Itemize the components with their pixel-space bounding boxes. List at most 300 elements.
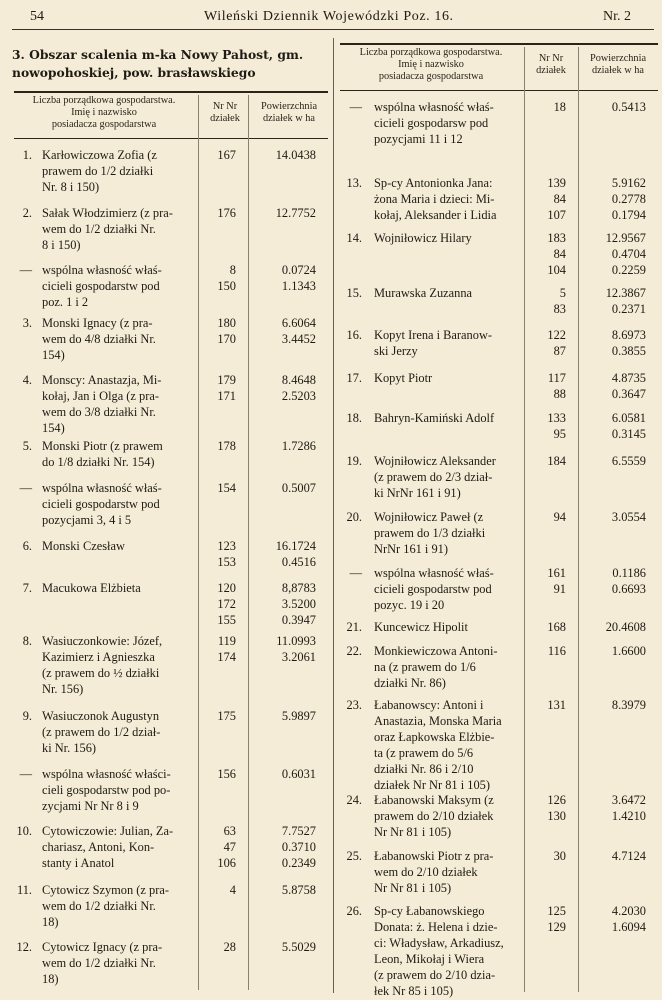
- parcel-numbers: [528, 697, 566, 713]
- parcel-number: 161: [547, 566, 566, 580]
- owner-name: [374, 697, 524, 793]
- parcel-number: 183: [547, 231, 566, 245]
- parcel-number: 180: [217, 316, 236, 330]
- owner-name-line: działek Nr Nr 81 i 105): [374, 778, 490, 792]
- parcel-numbers: [528, 285, 566, 317]
- parcel-number: 123: [217, 539, 236, 553]
- owner-name-line: zycjami Nr Nr 8 i 9: [42, 799, 139, 813]
- owner-name-line: ta (z prawem do 5/6: [374, 746, 474, 760]
- parcel-areas: [252, 438, 316, 454]
- parcel-area: 1.6094: [611, 920, 646, 934]
- parcel-number: 30: [553, 849, 566, 863]
- owner-name-line: Nr Nr 81 i 105): [374, 881, 452, 895]
- parcel-areas: [580, 565, 646, 597]
- parcel-area: 6.0581: [611, 411, 646, 425]
- parcel-numbers: [528, 643, 566, 659]
- parcel-area: 12.9567: [605, 231, 646, 245]
- row-number: 17.: [346, 371, 362, 385]
- header-rule: [12, 29, 654, 30]
- owner-name-line: 8 i 150): [42, 238, 81, 252]
- row-number: 21.: [346, 620, 362, 634]
- parcel-numbers: [528, 99, 566, 115]
- owner-name-line: Nr. 8 i 150): [42, 180, 100, 194]
- row-number: 16.: [346, 328, 362, 342]
- parcel-area: 0.5007: [281, 481, 316, 495]
- row-number: 14.: [346, 231, 362, 245]
- parcel-number: 4: [229, 883, 236, 897]
- parcel-area: 20.4608: [605, 620, 646, 634]
- row-number: 3.: [22, 316, 32, 330]
- parcel-areas: [252, 315, 316, 347]
- owner-name: [42, 438, 194, 470]
- owner-name-line: Kazimierz i Agnieszka: [42, 650, 155, 664]
- parcel-areas: [252, 939, 316, 955]
- header-owner-line: Imię i nazwisko: [71, 107, 137, 118]
- owner-name-line: (z prawem do 2/10 dzia-: [374, 968, 496, 982]
- section-title-line-2: nowopohoskiej, pow. brasławskiego: [12, 65, 256, 80]
- parcel-area: 0.6693: [611, 582, 646, 596]
- parcel-number: 126: [547, 793, 566, 807]
- row-number: 1.: [22, 148, 32, 162]
- row-number: —: [19, 767, 32, 781]
- parcel-numbers: [528, 370, 566, 402]
- parcel-numbers: [528, 410, 566, 442]
- row-number: 22.: [346, 644, 362, 658]
- parcel-areas: [252, 882, 316, 898]
- owner-name-line: wspólna własność właś-: [374, 566, 494, 580]
- parcel-numbers: [528, 509, 566, 525]
- parcel-area: 1.1343: [281, 279, 316, 293]
- owner-name-line: Bahryn-Kamiński Adolf: [374, 411, 495, 425]
- left-table-top-rule: [14, 91, 328, 93]
- parcel-area: 8.3979: [611, 698, 646, 712]
- parcel-numbers: [198, 766, 236, 782]
- row-number: 23.: [346, 698, 362, 712]
- parcel-areas: [580, 285, 646, 317]
- owner-name-line: łek Nr 85 i 105): [374, 984, 454, 998]
- owner-name-line: ci: Władysław, Arkadiusz,: [374, 936, 504, 950]
- parcel-areas: [252, 372, 316, 404]
- parcel-area: 0.0724: [281, 263, 316, 277]
- owner-name-line: Macukowa Elżbieta: [42, 581, 141, 595]
- owner-name-line: Leon, Mikołaj i Wiera: [374, 952, 485, 966]
- parcel-numbers: [528, 175, 566, 223]
- parcel-area: 5.5029: [281, 940, 316, 954]
- parcel-area: 0.2349: [281, 856, 316, 870]
- parcel-area: 8.6973: [611, 328, 646, 342]
- owner-name: [374, 565, 524, 613]
- parcel-area: 3.4452: [281, 332, 316, 346]
- parcel-number: 153: [217, 555, 236, 569]
- parcel-areas: [252, 823, 316, 871]
- parcel-area: 3.0554: [611, 510, 646, 524]
- parcel-areas: [580, 697, 646, 713]
- owner-name-line: Monski Ignacy (z pra-: [42, 316, 153, 330]
- parcel-number: 106: [217, 856, 236, 870]
- owner-name: [42, 372, 194, 436]
- row-number: 18.: [346, 411, 362, 425]
- parcel-number: 95: [553, 427, 566, 441]
- parcel-number: 125: [547, 904, 566, 918]
- parcel-number: 120: [217, 581, 236, 595]
- row-number: 5.: [22, 439, 32, 453]
- header-area-line: Powierzchnia: [260, 101, 318, 112]
- issue-number: Nr. 2: [603, 9, 631, 24]
- parcel-number: 178: [217, 439, 236, 453]
- parcel-areas: [580, 99, 646, 115]
- owner-name-line: wspólna własność właś-: [42, 263, 162, 277]
- owner-name-line: wem do 4/8 działki Nr.: [42, 332, 156, 346]
- header-owner: [14, 95, 194, 131]
- owner-name-line: Nr Nr 81 i 105): [374, 825, 452, 839]
- owner-name-line: ki NrNr 161 i 91): [374, 486, 461, 500]
- owner-name-line: cicieli gospodarstw pod: [42, 279, 160, 293]
- header-area: [250, 101, 328, 125]
- parcel-area: 0.3947: [281, 613, 316, 627]
- parcel-number: 174: [217, 650, 236, 664]
- header-area-line: działek w ha: [262, 113, 316, 124]
- row-number: 26.: [346, 904, 362, 918]
- owner-name-line: Kopyt Irena i Baranow-: [374, 328, 493, 342]
- parcel-number: 91: [553, 582, 566, 596]
- owner-name: [374, 230, 524, 246]
- parcel-area: 0.3710: [281, 840, 316, 854]
- header-owner-line: Liczba porządkowa gospodarstwa.: [359, 47, 503, 58]
- parcel-area: 0.1794: [611, 208, 646, 222]
- parcel-number: 18: [553, 100, 566, 114]
- owner-name: [374, 175, 524, 223]
- parcel-area: 5.9162: [611, 176, 646, 190]
- header-parcels-line: działek: [210, 113, 240, 124]
- parcel-areas: [580, 370, 646, 402]
- owner-name: [374, 453, 524, 501]
- owner-name: [374, 643, 524, 691]
- row-number: 12.: [16, 940, 32, 954]
- parcel-number: 179: [217, 373, 236, 387]
- parcel-number: 5: [559, 286, 566, 300]
- owner-name: [42, 262, 194, 310]
- parcel-area: 0.2371: [611, 302, 646, 316]
- owner-name-line: cicieli gospodarstw pod: [374, 582, 492, 596]
- owner-name-line: (z prawem do 2/3 dział-: [374, 470, 493, 484]
- parcel-areas: [252, 262, 316, 294]
- row-number: 24.: [346, 793, 362, 807]
- parcel-number: 104: [547, 263, 566, 277]
- parcel-numbers: [528, 792, 566, 824]
- owner-name-line: Anastazia, Monska Maria: [374, 714, 502, 728]
- owner-name: [374, 99, 524, 147]
- owner-name-line: Łabanowski Maksym (z: [374, 793, 494, 807]
- parcel-area: 0.2778: [611, 192, 646, 206]
- row-number: 6.: [22, 539, 32, 553]
- right-table-header: [340, 47, 658, 89]
- owner-name-line: działki Nr. 86 i 2/10: [374, 762, 474, 776]
- parcel-area: 3.5200: [281, 597, 316, 611]
- header-parcels: [524, 53, 578, 77]
- owner-name-line: Murawska Zuzanna: [374, 286, 473, 300]
- owner-name-line: NrNr 161 i 91): [374, 542, 448, 556]
- parcel-area: 4.8735: [611, 371, 646, 385]
- parcel-area: 0.6031: [281, 767, 316, 781]
- owner-name-line: wspólna własność właści-: [42, 767, 171, 781]
- owner-name: [42, 708, 194, 756]
- owner-name-line: Nr. 156): [42, 682, 84, 696]
- owner-name-line: wem do 1/2 działki Nr.: [42, 222, 156, 236]
- parcel-areas: [580, 175, 646, 223]
- parcel-areas: [252, 205, 316, 221]
- parcel-number: 155: [217, 613, 236, 627]
- row-number: 4.: [22, 373, 32, 387]
- parcel-area: 2.5203: [281, 389, 316, 403]
- owner-name-line: 18): [42, 915, 59, 929]
- parcel-number: 83: [553, 302, 566, 316]
- owner-name: [42, 633, 194, 697]
- parcel-number: 139: [547, 176, 566, 190]
- parcel-area: 1.7286: [281, 439, 316, 453]
- owner-name-line: cicieli gospodarstw pod: [42, 497, 160, 511]
- owner-name-line: pozycjami 11 i 12: [374, 132, 463, 146]
- parcel-number: 88: [553, 387, 566, 401]
- owner-name-line: prawem do 1/3 działki: [374, 526, 486, 540]
- owner-name-line: do 1/8 działki Nr. 154): [42, 455, 155, 469]
- parcel-numbers: [198, 823, 236, 871]
- parcel-area: 12.7752: [275, 206, 316, 220]
- parcel-numbers: [198, 315, 236, 347]
- row-number: 2.: [22, 206, 32, 220]
- owner-name: [42, 205, 194, 253]
- parcel-area: 14.0438: [275, 148, 316, 162]
- owner-name-line: Monkiewiczowa Antoni-: [374, 644, 498, 658]
- header-parcels: [200, 101, 250, 125]
- owner-name-line: stanty i Anatol: [42, 856, 115, 870]
- parcel-numbers: [528, 453, 566, 469]
- parcel-number: 94: [553, 510, 566, 524]
- parcel-number: 8: [229, 263, 236, 277]
- parcel-area: 3.6472: [611, 793, 646, 807]
- row-number: 7.: [22, 581, 32, 595]
- journal-title: Wileński Dziennik Wojewódzki Poz. 16.: [204, 9, 454, 24]
- row-number: 11.: [16, 883, 32, 897]
- owner-name-line: 154): [42, 348, 65, 362]
- header-parcels-line: Nr Nr: [212, 101, 238, 112]
- parcel-number: 107: [547, 208, 566, 222]
- header-parcels-line: działek: [536, 65, 566, 76]
- column-separator: [333, 38, 334, 993]
- owner-name-line: Kopyt Piotr: [374, 371, 433, 385]
- owner-name: [374, 327, 524, 359]
- header-owner: [340, 47, 522, 83]
- owner-name-line: Cytowicz Szymon (z pra-: [42, 883, 169, 897]
- row-number: 10.: [16, 824, 32, 838]
- right-table-top-rule: [340, 43, 658, 45]
- parcel-number: 119: [217, 634, 236, 648]
- header-owner-line: Imię i nazwisko: [398, 59, 464, 70]
- owner-name-line: ki Nr. 156): [42, 741, 97, 755]
- parcel-area: 0.4704: [611, 247, 646, 261]
- parcel-areas: [252, 708, 316, 724]
- parcel-area: 1.4210: [611, 809, 646, 823]
- section-title: [12, 46, 328, 82]
- parcel-numbers: [198, 480, 236, 496]
- parcel-number: 117: [547, 371, 566, 385]
- owner-name-line: na (z prawem do 1/6: [374, 660, 476, 674]
- parcel-area: 0.3647: [611, 387, 646, 401]
- owner-name-line: Sałak Włodzimierz (z pra-: [42, 206, 173, 220]
- header-area-line: Powierzchnia: [589, 53, 647, 64]
- parcel-areas: [580, 327, 646, 359]
- parcel-number: 84: [553, 247, 566, 261]
- parcel-number: 84: [553, 192, 566, 206]
- parcel-areas: [252, 147, 316, 163]
- parcel-numbers: [528, 327, 566, 359]
- right-col-line-1: [524, 47, 525, 992]
- parcel-area: 11.0993: [276, 634, 316, 648]
- row-number: —: [349, 100, 362, 114]
- header-area: [578, 53, 658, 77]
- parcel-area: 8.4648: [281, 373, 316, 387]
- parcel-number: 170: [217, 332, 236, 346]
- parcel-number: 156: [217, 767, 236, 781]
- parcel-number: 122: [547, 328, 566, 342]
- parcel-areas: [580, 792, 646, 824]
- owner-name-line: chariasz, Antoni, Kon-: [42, 840, 155, 854]
- header-parcels-line: Nr Nr: [538, 53, 564, 64]
- parcel-area: 4.7124: [611, 849, 646, 863]
- owner-name: [374, 848, 524, 896]
- parcel-areas: [252, 580, 316, 628]
- owner-name-line: Cytowicz Ignacy (z pra-: [42, 940, 163, 954]
- parcel-number: 131: [547, 698, 566, 712]
- parcel-numbers: [528, 565, 566, 597]
- row-number: 9.: [22, 709, 32, 723]
- parcel-area: 16.1724: [275, 539, 316, 553]
- parcel-area: 6.5559: [611, 454, 646, 468]
- owner-name-line: wem do 2/10 działek: [374, 865, 478, 879]
- parcel-numbers: [198, 538, 236, 570]
- owner-name-line: działki Nr. 86): [374, 676, 446, 690]
- parcel-numbers: [528, 903, 566, 935]
- left-col-line-2: [248, 95, 249, 990]
- owner-name-line: Wojniłowicz Hilary: [374, 231, 472, 245]
- parcel-area: 0.2259: [611, 263, 646, 277]
- owner-name-line: 154): [42, 421, 65, 435]
- owner-name: [42, 538, 194, 554]
- parcel-area: 1.6600: [611, 644, 646, 658]
- header-owner-line: posiadacza gospodarstwa: [51, 119, 157, 130]
- parcel-number: 63: [223, 824, 236, 838]
- parcel-number: 87: [553, 344, 566, 358]
- parcel-areas: [580, 410, 646, 442]
- parcel-areas: [252, 480, 316, 496]
- parcel-area: 5.9897: [281, 709, 316, 723]
- owner-name: [42, 580, 194, 596]
- owner-name: [42, 882, 194, 930]
- parcel-numbers: [198, 633, 236, 665]
- parcel-number: 130: [547, 809, 566, 823]
- owner-name-line: Monski Piotr (z prawem: [42, 439, 163, 453]
- owner-name: [42, 315, 194, 363]
- owner-name: [374, 410, 524, 426]
- owner-name-line: kołaj, Jan i Olga (z pra-: [42, 389, 159, 403]
- owner-name-line: Cytowiczowie: Julian, Za-: [42, 824, 174, 838]
- owner-name-line: prawem do 1/2 działki: [42, 164, 154, 178]
- header-owner-line: Liczba porządkowa gospodarstwa.: [32, 95, 176, 106]
- parcel-numbers: [198, 262, 236, 294]
- parcel-numbers: [528, 848, 566, 864]
- header-owner-line: posiadacza gospodarstwa: [378, 71, 484, 82]
- owner-name-line: Monski Czesław: [42, 539, 125, 553]
- row-number: —: [19, 263, 32, 277]
- parcel-number: 175: [217, 709, 236, 723]
- owner-name: [42, 480, 194, 528]
- owner-name-line: wspólna własność właś-: [374, 100, 494, 114]
- parcel-area: 5.8758: [281, 883, 316, 897]
- row-number: —: [349, 566, 362, 580]
- parcel-areas: [252, 766, 316, 782]
- parcel-numbers: [198, 708, 236, 724]
- parcel-numbers: [198, 882, 236, 898]
- parcel-numbers: [198, 372, 236, 404]
- parcel-area: 8,8783: [281, 581, 316, 595]
- owner-name-line: wem do 3/8 działki Nr.: [42, 405, 156, 419]
- right-col-line-2: [578, 47, 579, 992]
- parcel-numbers: [198, 147, 236, 163]
- owner-name-line: Wojniłowicz Aleksander: [374, 454, 496, 468]
- parcel-area: 0.3145: [611, 427, 646, 441]
- owner-name-line: wem do 1/2 działki Nr.: [42, 899, 156, 913]
- owner-name-line: Wojniłowicz Paweł (z: [374, 510, 484, 524]
- owner-name-line: Monscy: Anastazja, Mi-: [42, 373, 162, 387]
- owner-name-line: prawem do 2/10 działek: [374, 809, 494, 823]
- parcel-area: 12.3867: [605, 286, 646, 300]
- parcel-areas: [580, 643, 646, 659]
- parcel-areas: [580, 453, 646, 469]
- owner-name-line: kołaj, Aleksander i Lidia: [374, 208, 497, 222]
- owner-name: [374, 792, 524, 840]
- owner-name-line: poz. 1 i 2: [42, 295, 89, 309]
- right-table-header-rule: [340, 90, 658, 91]
- parcel-areas: [580, 509, 646, 525]
- owner-name-line: (z prawem do ½ działki: [42, 666, 160, 680]
- owner-name: [42, 939, 194, 987]
- owner-name: [374, 619, 524, 635]
- owner-name: [42, 147, 194, 195]
- owner-name-line: oraz Łapkowska Elżbie-: [374, 730, 495, 744]
- owner-name-line: Łabanowski Piotr z pra-: [374, 849, 494, 863]
- owner-name-line: (z prawem do 1/2 dział-: [42, 725, 161, 739]
- parcel-numbers: [198, 205, 236, 221]
- owner-name-line: Kuncewicz Hipolit: [374, 620, 468, 634]
- row-number: 15.: [346, 286, 362, 300]
- parcel-areas: [580, 903, 646, 935]
- parcel-area: 0.4516: [281, 555, 316, 569]
- owner-name-line: pozyc. 19 i 20: [374, 598, 445, 612]
- parcel-area: 7.7527: [281, 824, 316, 838]
- parcel-number: 168: [547, 620, 566, 634]
- owner-name-line: żona Maria i dzieci: Mi-: [374, 192, 495, 206]
- parcel-number: 116: [547, 644, 566, 658]
- parcel-area: 0.3855: [611, 344, 646, 358]
- parcel-numbers: [528, 230, 566, 278]
- parcel-area: 6.6064: [281, 316, 316, 330]
- left-table-header-rule: [14, 138, 328, 139]
- header-area-line: działek w ha: [591, 65, 645, 76]
- owner-name-line: ski Jerzy: [374, 344, 418, 358]
- parcel-numbers: [198, 438, 236, 454]
- parcel-numbers: [198, 939, 236, 955]
- owner-name-line: 18): [42, 972, 59, 986]
- parcel-areas: [580, 230, 646, 278]
